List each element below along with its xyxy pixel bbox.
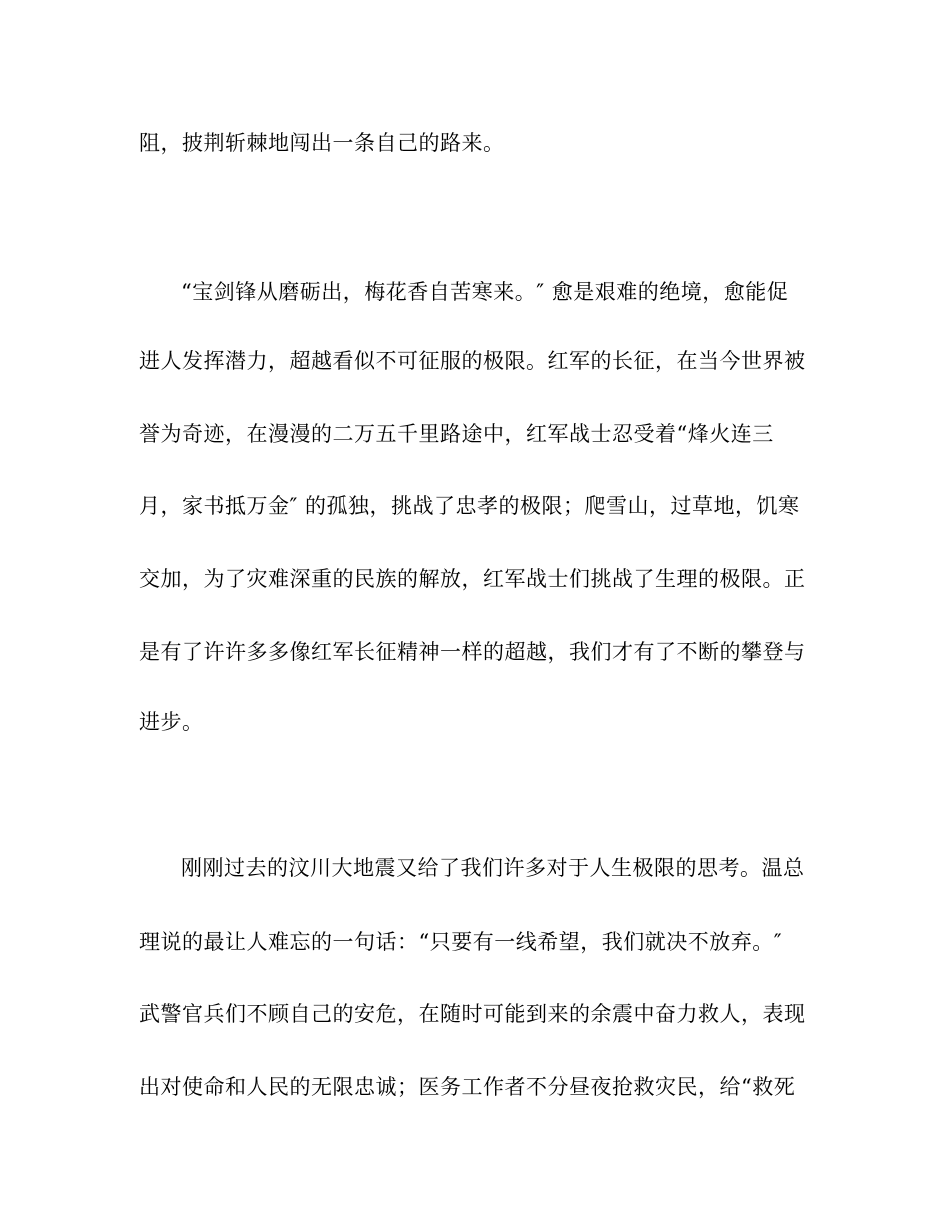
paragraph-2-line-1: “宝剑锋从磨砺出，梅花香自苦寒来。″ 愈是艰难的绝境，愈能促: [181, 280, 789, 304]
paragraph-2-line-3: 誉为奇迹，在漫漫的二万五千里路途中，红军战士忍受着“烽火连三: [139, 422, 774, 446]
paragraph-3-line-2: 理说的最让人难忘的一句话：“只要有一线希望，我们就决不放弃。″: [139, 930, 783, 954]
paragraph-2-line-7: 进步。: [139, 710, 204, 734]
paragraph-3-line-4: 出对使命和人民的无限忠诚；医务工作者不分昼夜抢救灾民，给“救死: [139, 1075, 796, 1099]
paragraph-2-line-2: 进人发挥潜力，超越看似不可征服的极限。红军的长征，在当今世界被: [139, 349, 806, 373]
paragraph-2-line-4: 月，家书抵万金″ 的孤独，挑战了忠孝的极限；爬雪山，过草地，饥寒: [139, 494, 800, 518]
paragraph-2-line-6: 是有了许许多多像红军长征精神一样的超越，我们才有了不断的攀登与: [139, 640, 806, 664]
paragraph-2-line-5: 交加，为了灾难深重的民族的解放，红军战士们挑战了生理的极限。正: [139, 567, 806, 591]
paragraph-1-line-1: 阻，披荆斩棘地闯出一条自己的路来。: [139, 131, 505, 155]
paragraph-3-line-1: 刚刚过去的汶川大地震又给了我们许多对于人生极限的思考。温总: [181, 856, 805, 880]
paragraph-3-line-3: 武警官兵们不顾自己的安危，在随时可能到来的余震中奋力救人，表现: [139, 1002, 806, 1026]
